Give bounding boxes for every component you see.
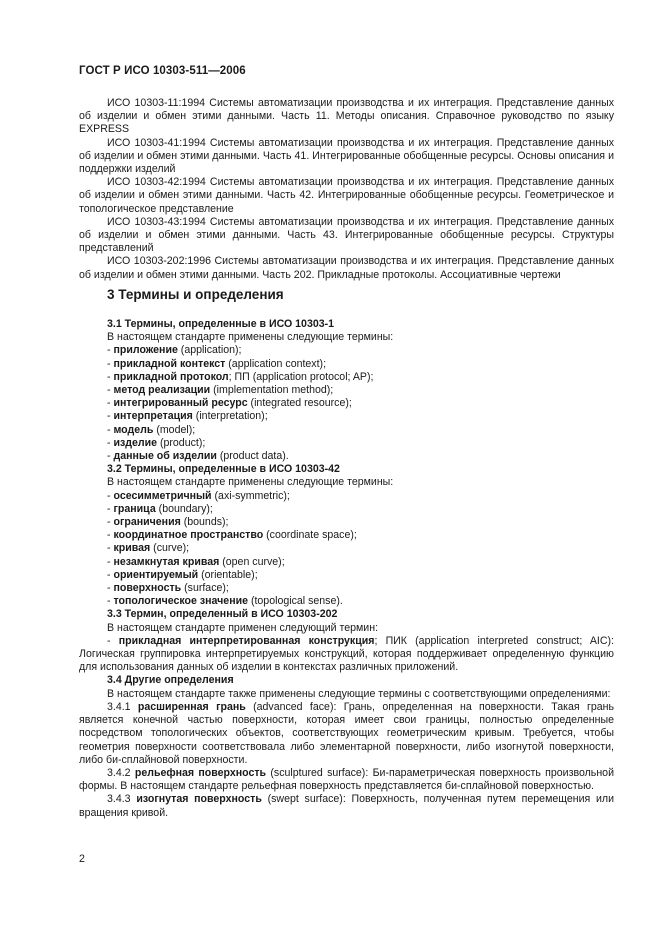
document-header: ГОСТ Р ИСО 10303-511—2006 [79,65,246,77]
term-item: - прикладной контекст (application context); [107,357,327,370]
term-name: рельефная поверхность [134,766,267,779]
term-text: (axi-symmetric); [211,489,290,502]
term-text: (boundary); [155,502,213,515]
section-body [79,318,614,820]
term-name: изогнутая поверхность [136,793,262,806]
term-text: (model); [153,423,196,436]
reference-item: ИСО 10303-43:1994 Системы автоматизации производства и их интеграция. Представление данных об изделии и обмен этими данными. Часть 43. Интегрированные обобщенные ресурсы. Структуры представлений [79,215,614,255]
reference-item: ИСО 10303-42:1994 Системы автоматизации производства и их интеграция. Представление данных об изделии и обмен этими данными. Часть 42. Интегрированные обобщенные ресурсы. Геометрическое и топологическое представление [79,176,614,215]
term-name: поверхность [113,582,182,595]
definition-number: 3.4.2 [107,766,131,779]
term-name: ориентируемый [113,568,199,581]
term-name: осесимметричный [113,489,212,502]
term-text: (application context); [225,357,327,370]
term-text: (implementation method); [210,384,334,397]
reference-item: ИСО 10303-202:1996 Системы автоматизации производства и их интеграция. Представление данных об изделии и обмен этими данными. Часть 202. Прикладные протоколы. Ассоциативные чертежи [79,255,614,281]
definition-number: 3.4.1 [107,700,131,713]
term-text: (advanced face): Грань, определенная на поверхности. Такая грань является конечной частью поверхности, которая имеет свои границы, полностью определенные посредством топологических объектов, соответствующих геометрическим кривым. Требуется, чтобы геометрия поверхности соответствовала либо элементарной поверхности, либо изогнутой поверхности, либо би-сплайновой поверхности. [79,700,614,766]
term-name: расширенная грань [137,700,246,713]
term-name: незамкнутая кривая [113,555,220,568]
term-text: (orientable); [198,568,258,581]
term-item: - поверхность (surface); [107,582,229,595]
section-title: 3 Термины и определения [107,287,284,302]
term-name: метод реализации [113,384,211,397]
term-name: интерпретация [113,410,193,423]
subsection-heading: 3.3 Термин, определенный в ИСО 10303-202 [107,608,338,621]
reference-item: ИСО 10303-11:1994 Системы автоматизации производства и их интеграция. Представление данных об изделии и обмен этими данными. Часть 11. Методы описания. Справочное руководство по языку EXPRESS [79,97,614,136]
term-item: - метод реализации (implementation method); [107,384,334,397]
subsection-heading: 3.2 Термины, определенные в ИСО 10303-42 [107,463,340,476]
subsection-intro: В настоящем стандарте применены следующие термины: [107,476,394,489]
term-definition: - прикладная интерпретированная конструкция; ПИК (application interpreted construct; AIC): Логическая группировка интерпретируемых конструкций, которая поддерживает определенную функцию для использования данных об изделии в контекстах различных приложений. [79,634,614,674]
term-text: (sculptured surface): Би-параметрическая поверхность произвольной формы. В настоящем стандарте рельефная поверхность представляется би-сплайновой поверхностью. [79,766,614,793]
term-text: (coordinate space); [263,529,357,542]
term-item: - незамкнутая кривая (open curve); [107,555,285,568]
term-item: - интегрированный ресурс (integrated resource); [107,397,352,410]
subsection-intro: В настоящем стандарте также применены следующие термины с соответствующими определениями: [107,687,611,700]
term-item: - ориентируемый (orientable); [107,568,258,581]
subsection-intro: В настоящем стандарте применены следующие термины: [107,331,394,344]
term-name: прикладная интерпретированная конструкция [118,634,375,647]
definition-item [79,701,614,767]
definition-item [79,793,614,819]
term-item: - осесимметричный (axi-symmetric); [107,489,290,502]
term-text: (product); [157,436,206,449]
term-list [79,344,614,463]
term-text: (product data). [216,450,289,463]
term-text: (open curve); [219,555,285,568]
term-name: модель [113,423,154,436]
term-text: ; ПП (application protocol; AP); [228,370,374,383]
term-name: кривая [113,542,151,555]
term-text: (interpretation); [192,410,268,423]
term-item: - приложение (application); [107,344,242,357]
term-text: (surface); [181,582,229,595]
subsection-heading: 3.4 Другие определения [107,674,234,687]
term-item: - данные об изделии (product data). [107,450,289,463]
reference-item: ИСО 10303-41:1994 Системы автоматизации производства и их интеграция. Представление данных об изделии и обмен этими данными. Часть 41. Интегрированные обобщенные ресурсы. Основы описания и поддержки изделий [79,136,614,176]
term-name: прикладной контекст [113,357,226,370]
term-item: - модель (model); [107,423,196,436]
term-text: (integrated resource); [247,397,352,410]
references-list [79,97,614,282]
term-name: топологическое значение [113,595,248,608]
term-item: - интерпретация (interpretation); [107,410,268,423]
term-item: - прикладной протокол; ПП (application protocol; AP); [107,370,374,383]
subsection-heading: 3.1 Термины, определенные в ИСО 10303-1 [107,318,335,330]
term-item: - топологическое значение (topological sense). [107,595,343,608]
term-name: интегрированный ресурс [113,397,248,410]
term-item: - изделие (product); [107,436,206,449]
term-name: данные об изделии [113,450,217,463]
definition-list [79,701,614,820]
term-item: - граница (boundary); [107,502,213,515]
term-list [79,490,614,609]
term-name: изделие [113,436,158,449]
term-name: прикладной протокол [113,370,229,383]
term-text: (swept surface): Поверхность, полученная путем перемещения или вращения кривой. [79,793,615,819]
term-text: (curve); [150,542,190,555]
term-name: координатное пространство [113,529,264,542]
term-text: (bounds); [180,516,229,529]
subsection-intro: В настоящем стандарте применен следующий термин: [107,621,379,634]
term-text: ; ПИК (application interpreted construct; AIC): Логическая группировка интерпретируемых конструкций, которая поддерживает определенную функцию для использования данных об изделии в контекстах различных приложений. [79,634,614,674]
term-item: - ограничения (bounds); [107,516,229,529]
term-name: приложение [113,344,178,357]
term-text: (topological sense). [248,595,343,608]
definition-number: 3.4.3 [107,793,131,806]
term-item: - кривая (curve); [107,542,190,555]
definition-item [79,767,614,793]
term-text: (application); [177,344,242,357]
page-number: 2 [79,853,85,865]
term-name: граница [113,502,156,515]
term-item: - координатное пространство (coordinate space); [107,529,357,542]
term-name: ограничения [113,516,181,529]
